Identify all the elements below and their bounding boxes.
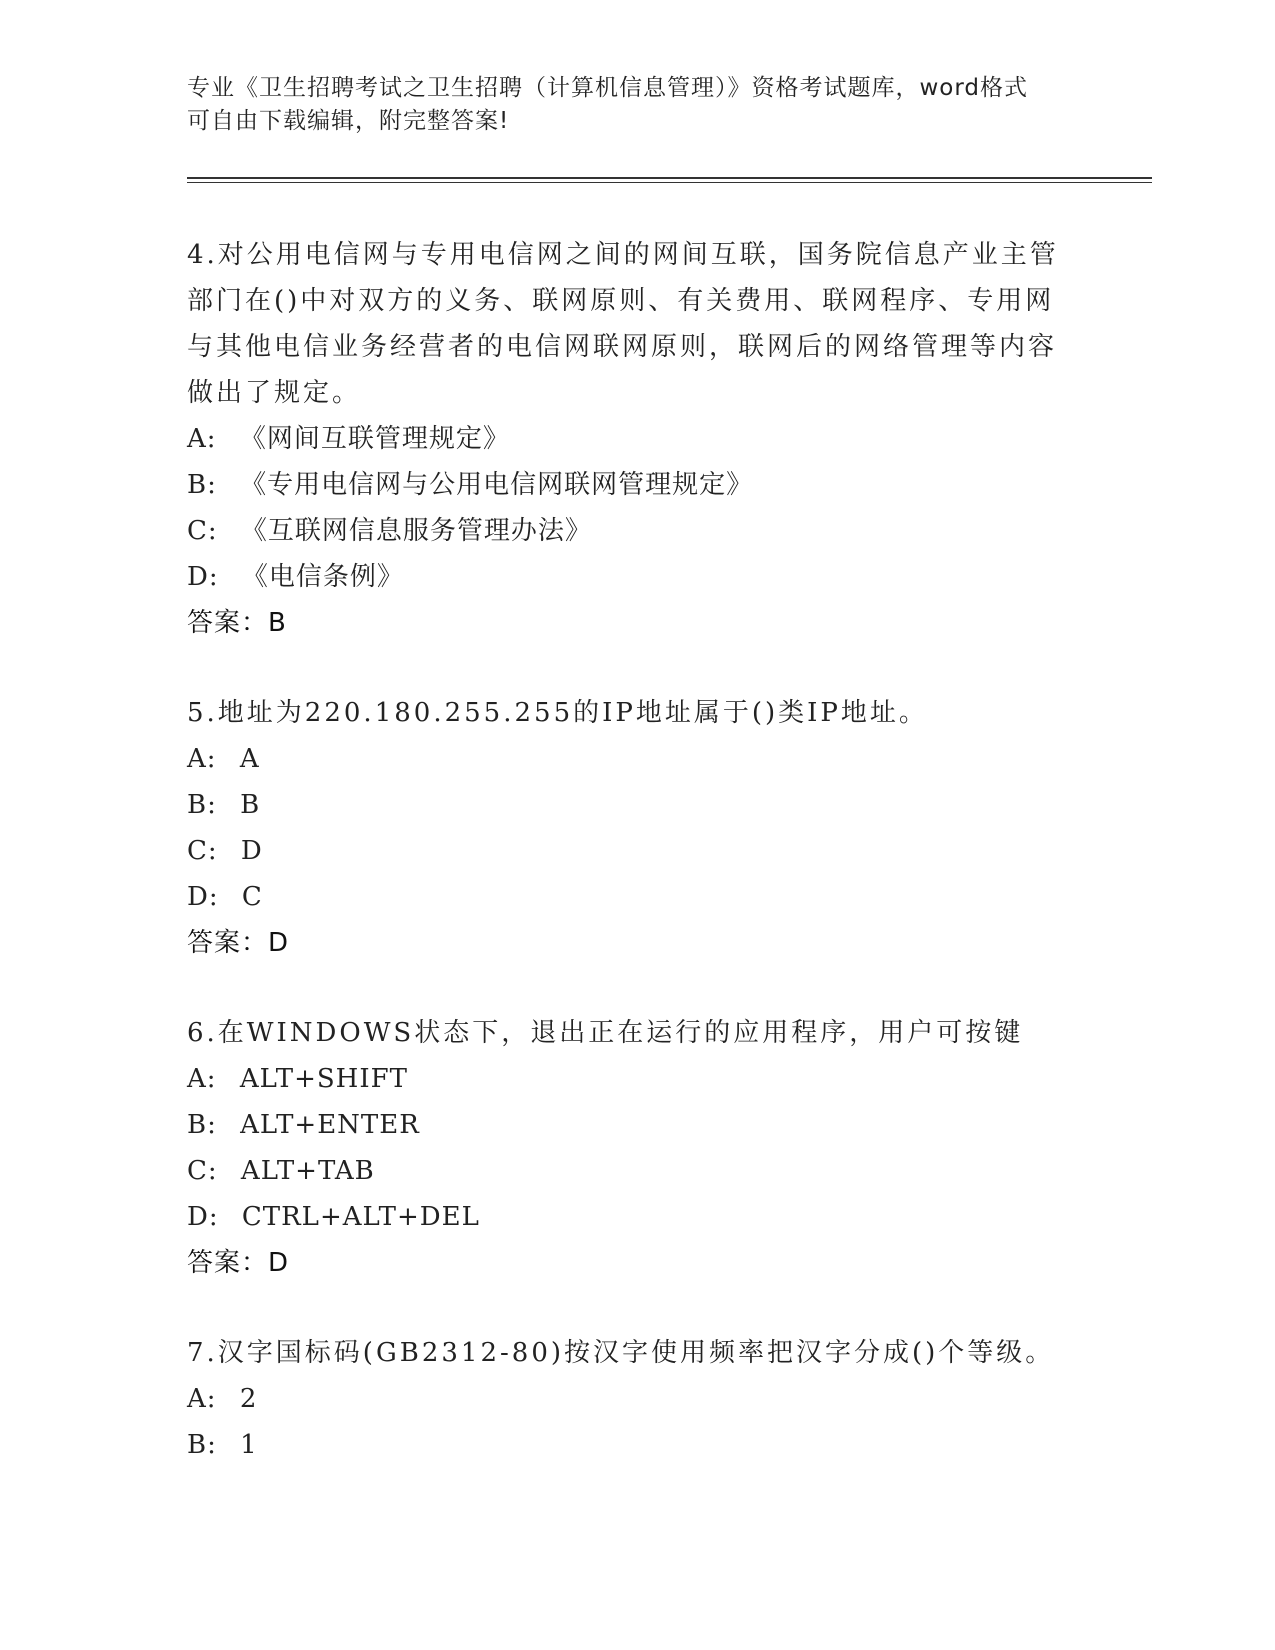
option-letter: D: <box>187 1202 219 1232</box>
option-text: CTRL+ALT+DEL <box>241 1202 480 1232</box>
option-text: 《专用电信网与公用电信网联网管理规定》 <box>240 470 754 500</box>
option-letter: A: <box>187 1384 217 1414</box>
question-item <box>187 1330 1067 1468</box>
question-text: 7.汉字国标码(GB2312-80)按汉字使用频率把汉字分成()个等级。 <box>187 1338 1055 1368</box>
option-b <box>187 1422 1067 1468</box>
option-b <box>187 782 1067 828</box>
option-text: ALT+ENTER <box>240 1110 420 1140</box>
option-d <box>187 1194 1067 1240</box>
option-a <box>187 1376 1067 1422</box>
answer-line: 答案：D <box>187 928 290 958</box>
question-text: 6.在WINDOWS状态下，退出正在运行的应用程序，用户可按键 <box>187 1018 1024 1048</box>
answer-line: 答案：B <box>187 608 287 638</box>
option-letter: C: <box>187 836 218 866</box>
option-letter: D: <box>187 562 219 592</box>
option-c <box>187 1148 1067 1194</box>
option-d <box>187 554 1067 600</box>
header-title-line-2: 可自由下载编辑，附完整答案! <box>187 108 510 134</box>
option-b <box>187 462 1067 508</box>
option-letter: A: <box>187 1064 217 1094</box>
option-letter: A: <box>187 424 217 454</box>
header-title-line-1: 专业《卫生招聘考试之卫生招聘（计算机信息管理）》资格考试题库，word格式 <box>187 75 1029 101</box>
option-letter: B: <box>187 470 217 500</box>
option-letter: A: <box>187 744 217 774</box>
option-letter: B: <box>187 790 217 820</box>
question-text: 4.对公用电信网与专用电信网之间的网间互联，国务院信息产业主管部门在()中对双方的义务、联网原则、有关费用、联网程序、专用网与其他电信业务经营者的电信网联网原则，联网后的网络管理等内容做出了规定。 <box>187 240 1059 408</box>
question-list <box>187 232 1067 1512</box>
option-text: ALT+SHIFT <box>239 1064 408 1094</box>
option-a <box>187 416 1067 462</box>
option-c <box>187 828 1067 874</box>
option-letter: B: <box>187 1110 217 1140</box>
question-text: 5.地址为220.180.255.255的IP地址属于()类IP地址。 <box>187 698 928 728</box>
option-d <box>187 874 1067 920</box>
answer-line: 答案：D <box>187 1248 290 1278</box>
header-divider <box>187 177 1152 183</box>
option-letter: C: <box>187 1156 218 1186</box>
option-letter: D: <box>187 882 219 912</box>
option-text: 《电信条例》 <box>241 562 404 592</box>
option-text: 2 <box>239 1384 258 1414</box>
option-letter: B: <box>187 1430 217 1460</box>
option-a <box>187 1056 1067 1102</box>
option-text: 《互联网信息服务管理办法》 <box>240 516 592 546</box>
document-header <box>187 72 1067 138</box>
option-text: 1 <box>240 1430 258 1460</box>
option-b <box>187 1102 1067 1148</box>
option-text: B <box>240 790 261 820</box>
option-letter: C: <box>187 516 218 546</box>
option-text: ALT+TAB <box>240 1156 375 1186</box>
option-text: 《网间互联管理规定》 <box>239 424 510 454</box>
option-a <box>187 736 1067 782</box>
option-text: A <box>239 744 260 774</box>
question-item <box>187 232 1067 646</box>
option-c <box>187 508 1067 554</box>
option-text: C <box>241 882 263 912</box>
question-item <box>187 1010 1067 1286</box>
question-item <box>187 690 1067 966</box>
option-text: D <box>240 836 263 866</box>
